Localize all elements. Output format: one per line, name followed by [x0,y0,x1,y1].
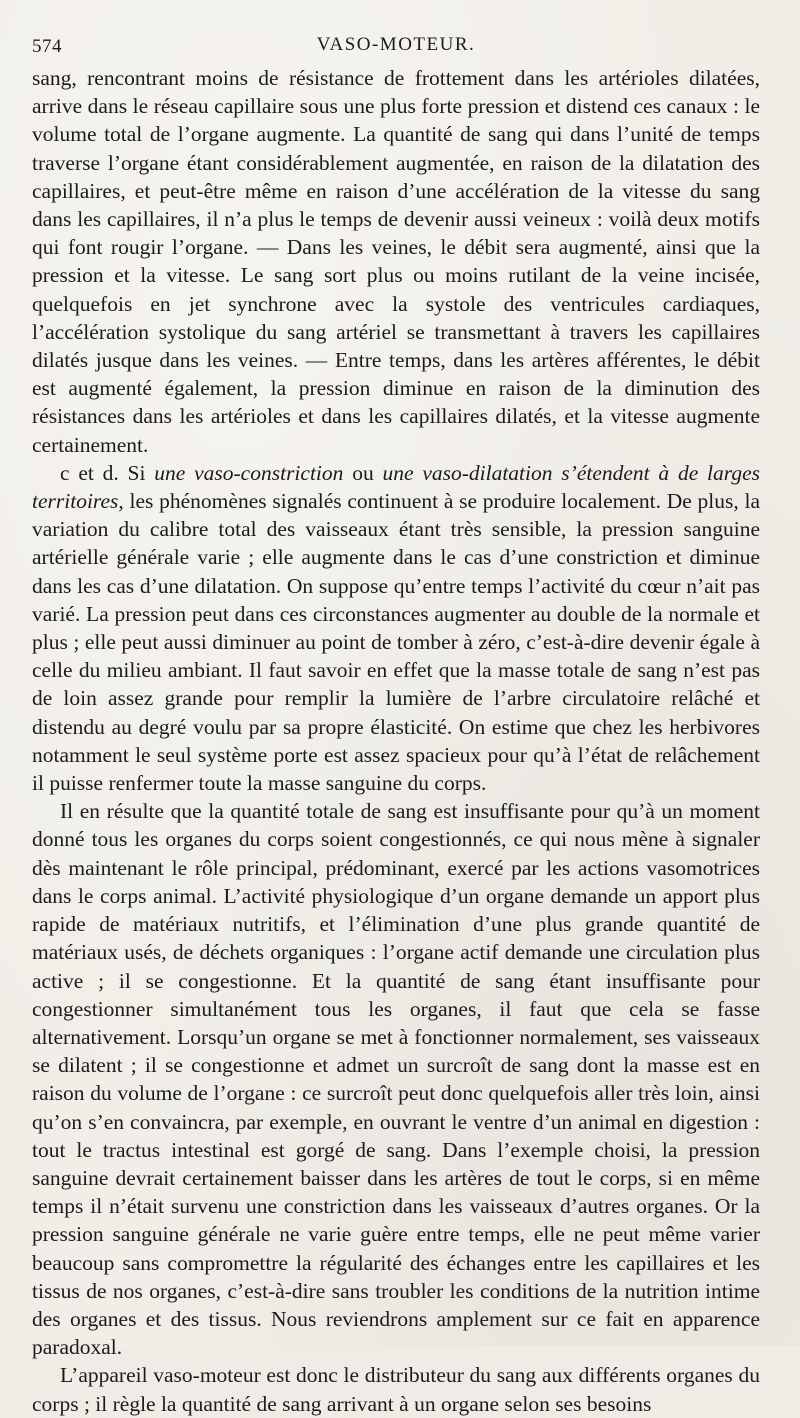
page-number: 574 [32,36,62,57]
paragraph-2-italic-vaso-constriction: une vaso-constriction [154,460,344,485]
paragraph-2-connector: ou [343,460,383,485]
paragraph-2 [32,459,760,797]
body-text [32,64,760,1418]
running-title: VASO-MOTEUR. [316,34,476,55]
paragraph-2-lead: c et d. Si [60,460,155,485]
paragraph-4: L’appareil vaso-moteur est donc le distributeur du sang aux différents organes du corps ; il règle la quantité de sang arrivant à un organe selon ses besoins [32,1363,760,1416]
paragraph-3: Il en résulte que la quantité totale de sang est insuffisante pour qu’à un moment donné tous les organes du corps soient congestionnés, ce qui nous mène à signaler dès maintenant le rôle principal, prédominant, exercé par les actions vasomotrices dans le corps animal. L’activité physiologique d’un organe demande un apport plus rapide de matériaux nutritifs, et l’élimination d’une plus grande quantité de matériaux usés, de déchets organiques : l’organe actif demande une circulation plus active ; il se congestionne. Et la quantité de sang étant insuffisante pour congestionner simultanément tous les organes, il faut que cela se fasse alternativement. Lorsqu’un organe se met à fonctionner normalement, ses vaisseaux se dilatent ; il se congestionne et admet un surcroît de sang dont la masse est en raison du volume de l’organe : ce surcroît peut donc quelquefois aller très loin, ainsi qu’on s’en convaincra, par exemple, en ouvrant le ventre d’un animal en digestion : tout le tractus intestinal est gorgé de sang. Dans l’exemple choisi, la pression sanguine devrait certainement baisser dans les artères de tout le corps, si en même temps il n’était survenu une constriction dans les vaisseaux d’autres organes. Or la pression sanguine générale ne varie guère entre temps, elle ne peut même varier beaucoup sans compromettre la régularité des échanges entre les capillaires et les tissus de nos organes, c’est-à-dire sans troubler les conditions de la nutrition intime des organes et des tissus. Nous reviendrons amplement sur ce fait en apparence paradoxal. [32,799,760,1360]
paragraph-2-italic-vaso-dilatation: une vaso-dilatation s’étendent à de larges territoires [32,460,761,514]
paragraph-2-body: , les phénomènes signalés continuent à se produire localement. De plus, la variation du calibre total des vaisseaux étant très sensible, la pression sanguine artérielle générale varie ; elle augmente dans le cas d’une constriction et diminue dans les cas d’une dilatation. On suppose qu’entre temps l’activité du cœur n’ait pas varié. La pression peut dans ces circonstances augmenter au double de la normale et plus ; elle peut aussi diminuer au point de tomber à zéro, c’est-à-dire devenir égale à celle du milieu ambiant. Il faut savoir en effet que la masse totale de sang n’est pas de loin assez grande pour remplir la lumière de l’arbre circulatoire relâché et distendu au degré voulu par sa propre élasticité. On estime que chez les herbivores notamment le seul système porte est assez spacieux pour qu’à l’état de relâchement il puisse renfermer toute la masse sanguine du corps. [32,489,760,796]
paragraph-1: sang, rencontrant moins de résistance de frottement dans les artérioles dilatées, arrive dans le réseau capillaire sous une plus forte pression et distend ces canaux : le volume total de l’organe augmente. La quantité de sang qui dans l’unité de temps traverse l’organe étant considérablement augmentée, en raison de la dilatation des capillaires, et peut-être même en raison d’une accélération de la vitesse du sang dans les capillaires, il n’a plus le temps de devenir aussi veineux : voilà deux motifs qui font rougir l’organe. — Dans les veines, le débit sera augmenté, ainsi que la pression et la vitesse. Le sang sort plus ou moins rutilant de la veine incisée, quelquefois en jet synchrone avec la systole des ventricules cardiaques, l’accélération systolique du sang artériel se transmettant à travers les capillaires dilatés jusque dans les veines. — Entre temps, dans les artères afférentes, le débit est augmenté également, la pression diminue en raison de la diminution des résistances dans les artérioles et dans les capillaires dilatés, et la vitesse augmente certainement. [32,66,760,457]
page-header [32,32,760,60]
